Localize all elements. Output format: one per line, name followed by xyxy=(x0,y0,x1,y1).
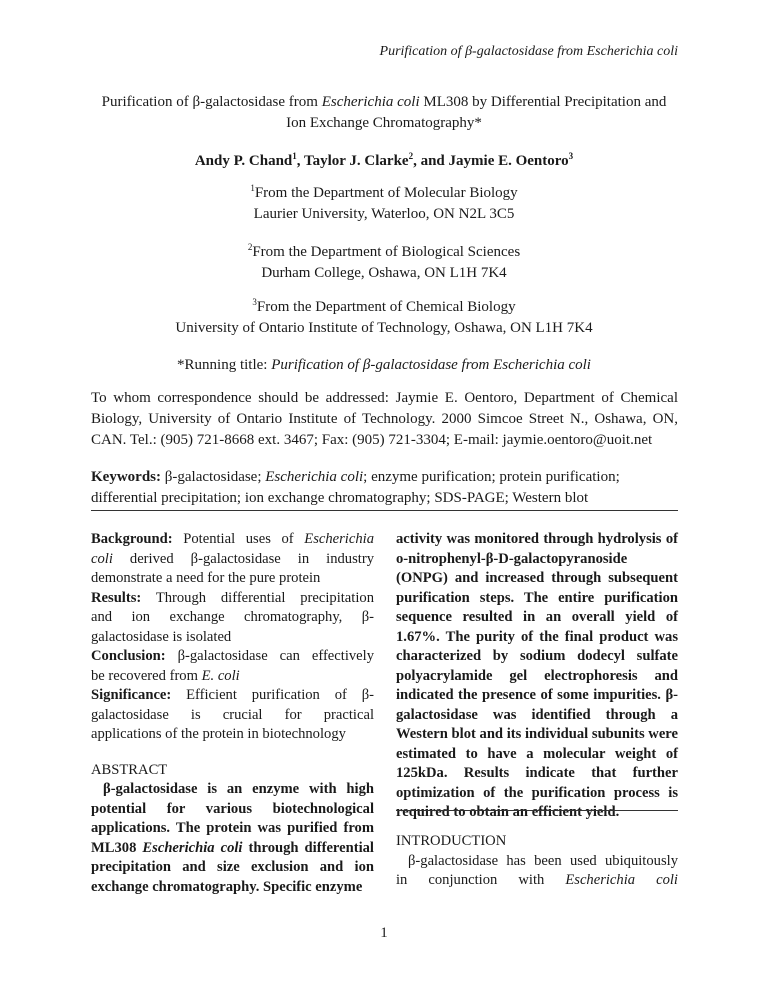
abstract-column xyxy=(396,530,678,823)
abstract-text: β-galactosidase is an enzyme with high potential for various biotechnological applications. The protein was purified from ML308 Escherichia coli through differential precipitation and size exclusion and ion exchange chromatography. Specific enzyme xyxy=(91,781,374,895)
affiliation-1: $^1$From the Department of Molecular Biology Laurier University, Waterloo, ON N2L 3C5 xyxy=(250,183,518,222)
paper-title xyxy=(60,92,708,134)
introduction-line-2: in conjunction with Escherichia coli xyxy=(396,872,678,888)
title-line-1: Purification of β-galactosidase from Escherichia coli ML308 by Differential Precipitation and xyxy=(101,94,667,110)
summary-conclusion: Conclusion: β-galactosidase can effectively be recovered from E. coli xyxy=(91,648,374,684)
summary-column xyxy=(91,530,374,897)
keywords: Keywords: β-galactosidase; Escherichia coli; enzyme purification; protein purification; differential precipitation; ion exchange chromatography; SDS-PAGE; Western blot xyxy=(91,469,620,506)
running-head: Purification of β-galactosidase from Escherichia coli xyxy=(379,44,678,59)
introduction-heading: INTRODUCTION xyxy=(396,833,507,849)
summary-background: Background: Potential uses of Escherichia coli derived β-galactosidase in industry demonstrate a need for the pure protein xyxy=(91,531,374,586)
introduction-line-1: β-galactosidase has been used ubiquitously xyxy=(408,852,678,869)
affiliation-2: $^2$From the Department of Biological Sciences Durham College, Oshawa, ON L1H 7K4 xyxy=(247,242,521,281)
page-number: 1 xyxy=(380,925,388,941)
abstract-continued: activity was monitored through hydrolysis of o-nitrophenyl-β-D-galactopyranoside (ONPG) and increased through subsequent purification steps. The entire purification sequence resulted in an overall yield of 1.67%. The purity of the final product was characterized by sodium dodecyl sulfate polyacrylamide gel electrophoresis and indicated the presence of some impurities. β-galactosidase was identified through a Western blot and its individual subunits were estimated to have a molecular weight of 125kDa. Results indicate that further optimization of the purification process is required to obtain an efficient yield. xyxy=(396,531,678,820)
keywords-divider xyxy=(91,510,678,511)
correspondence: To whom correspondence should be addressed: Jaymie E. Oentoro, Department of Chemical Biology, University of Ontario Institute of Technology. 2000 Simcoe Street N., Oshawa, ON, CAN. Tel.: (905) 721-8668 ext. 3467; Fax: (905) 721-3304; E-mail: jaymie.oentoro@uoit.net xyxy=(91,390,678,448)
abstract-heading: ABSTRACT xyxy=(91,761,168,778)
author-list: Andy P. Chand$^1$, Taylor J. Clarke$^2$, and Jaymie E. Oentoro$^3$ xyxy=(194,151,574,169)
running-title: *Running title: Purification of β-galactosidase from Escherichia coli xyxy=(177,357,591,373)
affiliation-3: $^3$From the Department of Chemical Biology University of Ontario Institute of Technology, Oshawa, ON L1H 7K4 xyxy=(175,297,593,336)
title-line-2: Ion Exchange Chromatography* xyxy=(286,115,482,131)
summary-significance: Significance: Efficient purification of β- galactosidase is crucial for practical applications of the protein in biotechnology xyxy=(91,687,374,742)
abstract-divider xyxy=(396,810,678,811)
introduction xyxy=(396,832,678,891)
summary-results: Results: Through differential precipitation and ion exchange chromatography, β- galactosidase is isolated xyxy=(91,589,374,645)
